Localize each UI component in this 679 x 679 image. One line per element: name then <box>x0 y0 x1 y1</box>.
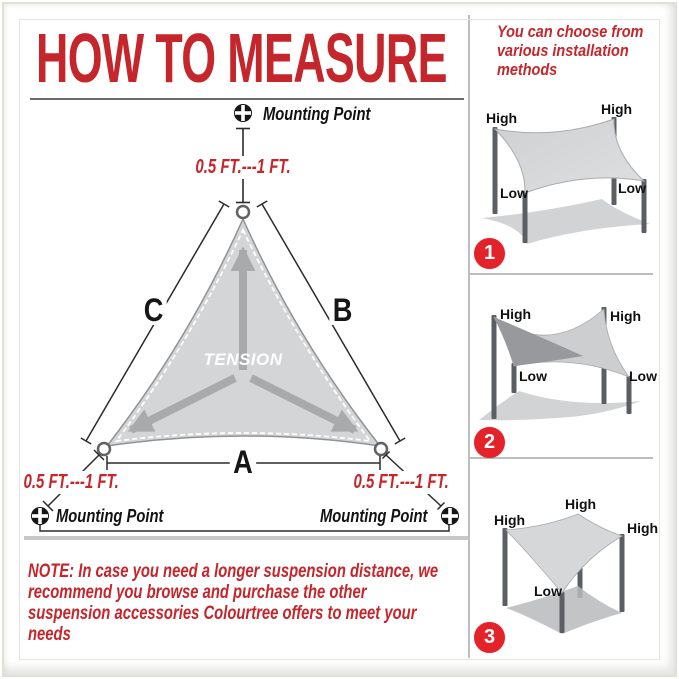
tension-label: TENSION <box>203 350 283 369</box>
note-text: NOTE: In case you need a longer suspension distance, we recommend you browse and purchase the other suspension accessories Colourtree offers to meet your needs <box>28 561 439 645</box>
offset-distance-left: 0.5 FT.---1 FT. <box>23 471 119 493</box>
mounting-point-top-label: Mounting Point <box>263 104 371 124</box>
method3-number-badge: 3 <box>474 622 505 653</box>
method2-high-left-label: High <box>500 306 532 322</box>
method2-high-right-label: High <box>610 308 642 324</box>
mounting-point-icon-left <box>31 507 49 525</box>
offset-distance-top: 0.5 FT.---1 FT. <box>195 156 291 178</box>
mounting-point-icon-right <box>441 507 459 525</box>
offset-distance-right: 0.5 FT.---1 FT. <box>353 471 449 493</box>
method3-low-label: Low <box>534 583 562 599</box>
section-separator-band <box>24 536 468 540</box>
side-a-label: A <box>230 447 256 477</box>
mounting-point-icon-top <box>234 104 252 122</box>
method1-number-badge: 1 <box>474 238 505 269</box>
method1-high-right-label: High <box>601 101 633 117</box>
method1-high-left-label: High <box>486 110 518 126</box>
method2-number-badge: 2 <box>474 427 505 458</box>
method3-high-right-label: High <box>627 520 659 536</box>
mounting-point-right-label: Mounting Point <box>320 506 428 526</box>
method2-low-left-label: Low <box>519 368 547 384</box>
page-title: HOW TO MEASURE <box>36 19 447 97</box>
side-b-label: B <box>329 295 355 325</box>
installation-method-3-art <box>503 514 625 634</box>
side-panel-header: You can choose from various installation methods <box>497 22 644 79</box>
side-c-label: C <box>140 295 166 325</box>
method1-low-left-label: Low <box>500 185 528 201</box>
method2-low-right-label: Low <box>629 368 657 384</box>
method3-high-center-label: High <box>565 496 597 512</box>
method3-high-left-label: High <box>494 512 526 528</box>
mounting-point-left-label: Mounting Point <box>56 506 164 526</box>
method1-low-right-label: Low <box>618 180 646 196</box>
